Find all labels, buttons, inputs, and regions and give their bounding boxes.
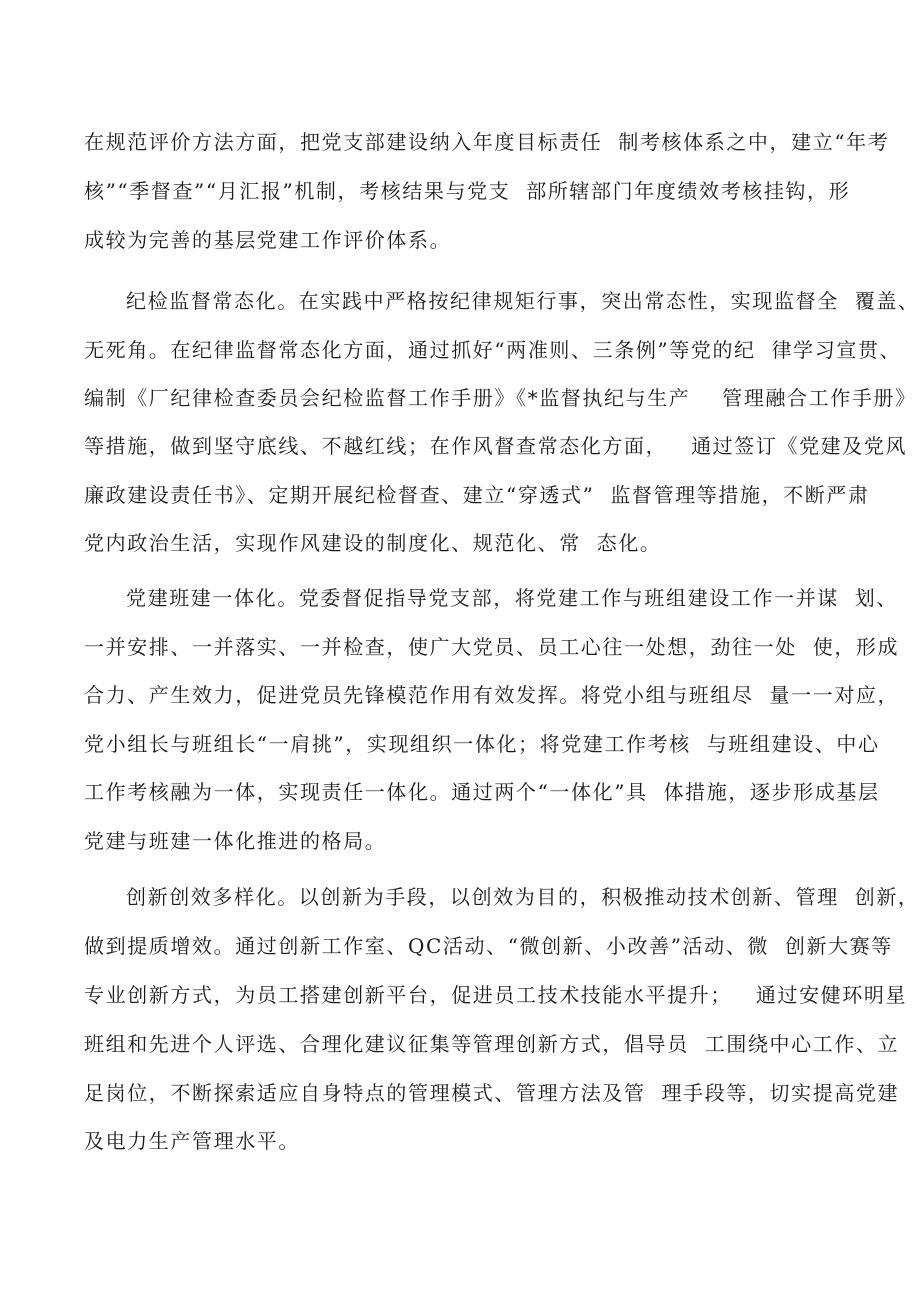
text-line: 无死角。在纪律监督常态化方面，通过抓好“两准则、三条例”等党的纪 律学习宣贯、 [84, 338, 902, 362]
text-line: 班组和先进个人评选、合理化建议征集等管理创新方式，倡导员 工围绕中心工作、立 [84, 1032, 900, 1056]
text-line: 等措施，做到坚守底线、不越红线；在作风督查常态化方面， 通过签订《党建及党风 [84, 434, 908, 458]
text-line: 在规范评价方法方面，把党支部建设纳入年度目标责任 制考核体系之中，建立“年考 [84, 130, 890, 154]
text-line: 专业创新方式，为员工搭建创新平台，促进员工技术技能水平提升； 通过安健环明星 [84, 983, 908, 1007]
text-line: 党小组长与班组长“一肩挑”，实现组织一体化；将党建工作考核 与班组建设、中心 [84, 732, 880, 756]
text-line: 廉政建设责任书》、定期开展纪检督查、建立“穿透式” 监督管理等措施，不断严肃 [84, 483, 870, 507]
text-line: 成较为完善的基层党建工作评价体系。 [84, 228, 452, 252]
text-line: 党建与班建一体化推进的格局。 [84, 829, 387, 853]
text-line: 纪检监督常态化。在实践中严格按纪律规矩行事，突出常态性，实现监督全 覆盖、 [126, 289, 920, 313]
text-line: 编制《厂纪律检查委员会纪检监督工作手册》《*监督执纪与生产 管理融合工作手册》 [84, 386, 917, 410]
text-line: 一并安排、一并落实、一并检查，使广大党员、员工心往一处想，劲往一处 使，形成 [84, 635, 900, 659]
text-line: 做到提质增效。通过创新工作室、QC活动、“微创新、小改善”活动、微 创新大赛等 [84, 934, 893, 958]
text-line: 核”“季督查”“月汇报”机制，考核结果与党支 部所辖部门年度绩效考核挂钩，形 [84, 179, 851, 203]
text-line: 创新创效多样化。以创新为手段，以创效为目的，积极推动技术创新、管理 创新， [126, 885, 920, 909]
text-line: 党建班建一体化。党委督促指导党支部，将党建工作与班组建设工作一并谋 划、 [126, 586, 898, 610]
text-line: 工作考核融为一体，实现责任一体化。通过两个“一体化”具 体措施，逐步形成基层 [84, 780, 880, 804]
text-line: 合力、产生效力，促进党员先锋模范作用有效发挥。将党小组与班组尽 量一一对应， [84, 683, 900, 707]
text-line: 足岗位，不断探索适应自身特点的管理模式、管理方法及管 理手段等，切实提高党建 [84, 1081, 900, 1105]
text-line: 党内政治生活，实现作风建设的制度化、规范化、常 态化。 [84, 531, 662, 555]
text-line: 及电力生产管理水平。 [84, 1129, 300, 1153]
